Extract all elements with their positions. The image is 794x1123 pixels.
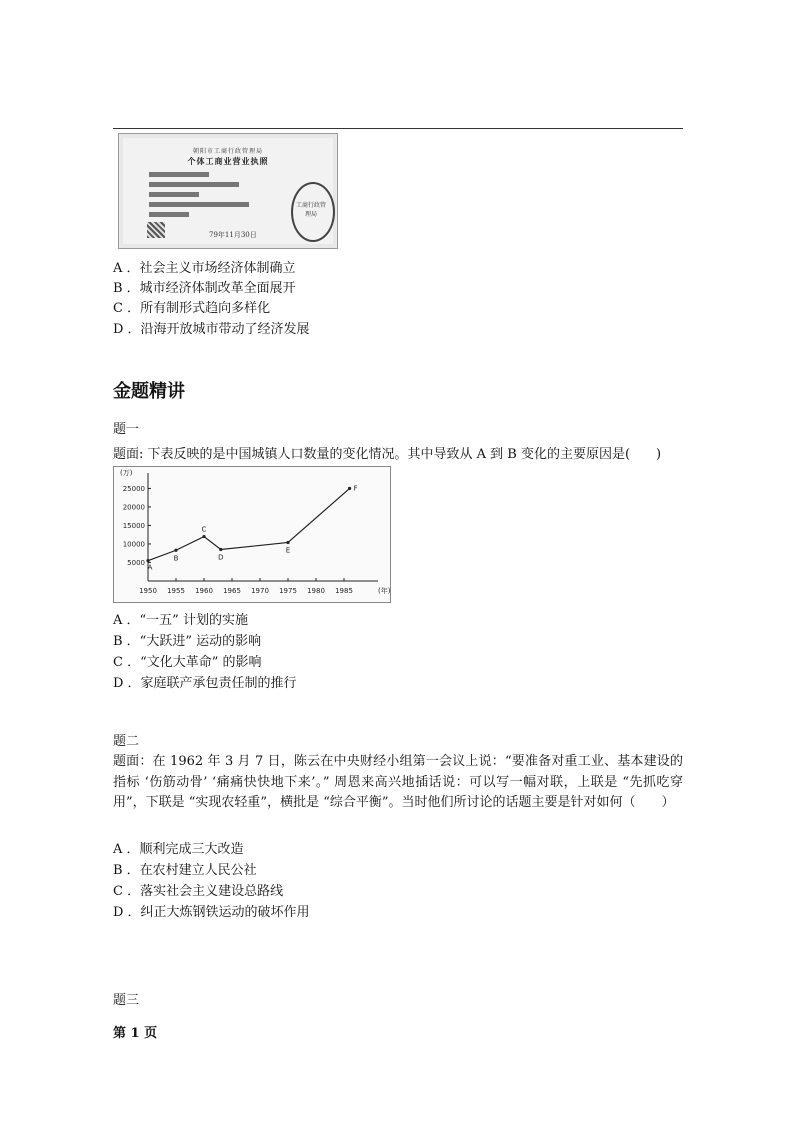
data-label-d: D — [218, 553, 224, 562]
x-tick-label: 1960 — [195, 587, 213, 595]
q2-option-c: C ．落实社会主义建设总路线 — [113, 884, 284, 899]
q1-title: 题一 — [113, 422, 140, 437]
license-field-row — [149, 212, 189, 217]
license-field-row — [149, 202, 249, 207]
license-date: 79年11月30日 — [209, 231, 257, 239]
x-tick-label: 1965 — [223, 587, 241, 595]
q0-option-b: B ．城市经济体制改革全面展开 — [113, 281, 296, 296]
license-title: 个体工商业营业执照 — [187, 156, 269, 166]
x-tick-label: 1950 — [139, 587, 157, 595]
x-axis-label: (年) — [378, 587, 390, 595]
y-tick-label: 5000 — [127, 558, 145, 567]
q2-stem: 题面：在 1962 年 3 月 7 日，陈云在中央财经小组第一会议上说：“要准备对重工业、基本建设的指标 ‘伤筋动骨’ ‘痛痛快快地下来’。” 周恩来高兴地插话说：可以写一幅对联，上联是 “先抓吃穿用”，下联是 “实现农轻重”，横批是 “综合平衡”。当时他们所讨论的话题主要是针对如何（ ） — [113, 754, 683, 810]
q1-option-c: C ．“文化大革命” 的影响 — [113, 655, 262, 670]
business-license-photo — [118, 133, 338, 249]
q3-title: 题三 — [113, 993, 140, 1008]
license-paper — [123, 138, 333, 244]
x-tick-label: 1985 — [335, 587, 353, 595]
q2-option-d: D ．纠正大炼钢铁运动的破坏作用 — [113, 905, 310, 920]
population-series-line — [148, 488, 350, 563]
y-tick-label: 25000 — [122, 484, 145, 493]
data-point-b — [174, 549, 177, 552]
data-point-f — [348, 487, 351, 490]
section-title: 金题精讲 — [113, 381, 185, 402]
license-field-row — [149, 172, 209, 177]
y-tick-label: 10000 — [122, 540, 145, 549]
data-point-e — [286, 541, 289, 544]
license-org: 朝阳市工商行政管理局 — [192, 148, 263, 155]
population-chart — [113, 466, 391, 603]
data-point-c — [202, 535, 205, 538]
q1-stem: 题面: 下表反映的是中国城镇人口数量的变化情况。其中导致从 A 到 B 变化的主要原因是( ) — [113, 447, 662, 462]
header-rule — [113, 128, 683, 129]
data-label-b: B — [173, 554, 179, 563]
x-tick-label: 1970 — [251, 587, 269, 595]
x-tick-label: 1955 — [167, 587, 185, 595]
license-field-row — [149, 182, 239, 187]
q2-option-b: B ．在农村建立人民公社 — [113, 863, 257, 878]
q1-option-b: B ．“大跃进” 运动的影响 — [113, 634, 262, 649]
data-label-a: A — [147, 563, 153, 572]
x-tick-label: 1980 — [307, 587, 325, 595]
official-seal-text: 工商行政管理局 — [295, 202, 326, 218]
data-point-d — [219, 548, 222, 551]
license-stamp-block — [147, 222, 165, 238]
data-label-f: F — [353, 484, 358, 493]
q1-option-d: D ．家庭联产承包责任制的推行 — [113, 676, 297, 691]
license-field-row — [149, 192, 199, 197]
y-tick-label: 20000 — [122, 503, 145, 512]
q0-option-d: D ．沿海开放城市带动了经济发展 — [113, 322, 310, 337]
q2-title: 题二 — [113, 734, 140, 749]
q2-option-a: A ．顺利完成三大改造 — [113, 842, 244, 857]
q1-option-a: A ．“一五” 计划的实施 — [113, 613, 248, 628]
q0-option-c: C ．所有制形式趋向多样化 — [113, 301, 271, 316]
page-number: 第 1 页 — [113, 1026, 158, 1041]
data-label-c: C — [201, 525, 207, 534]
data-label-e: E — [285, 546, 291, 555]
data-point-a — [146, 559, 149, 562]
y-tick-label: 15000 — [122, 521, 145, 530]
population-line-chart — [114, 467, 390, 602]
y-axis-label: (万) — [120, 469, 133, 477]
q0-option-a: A ．社会主义市场经济体制确立 — [113, 261, 296, 276]
x-tick-label: 1975 — [279, 587, 297, 595]
